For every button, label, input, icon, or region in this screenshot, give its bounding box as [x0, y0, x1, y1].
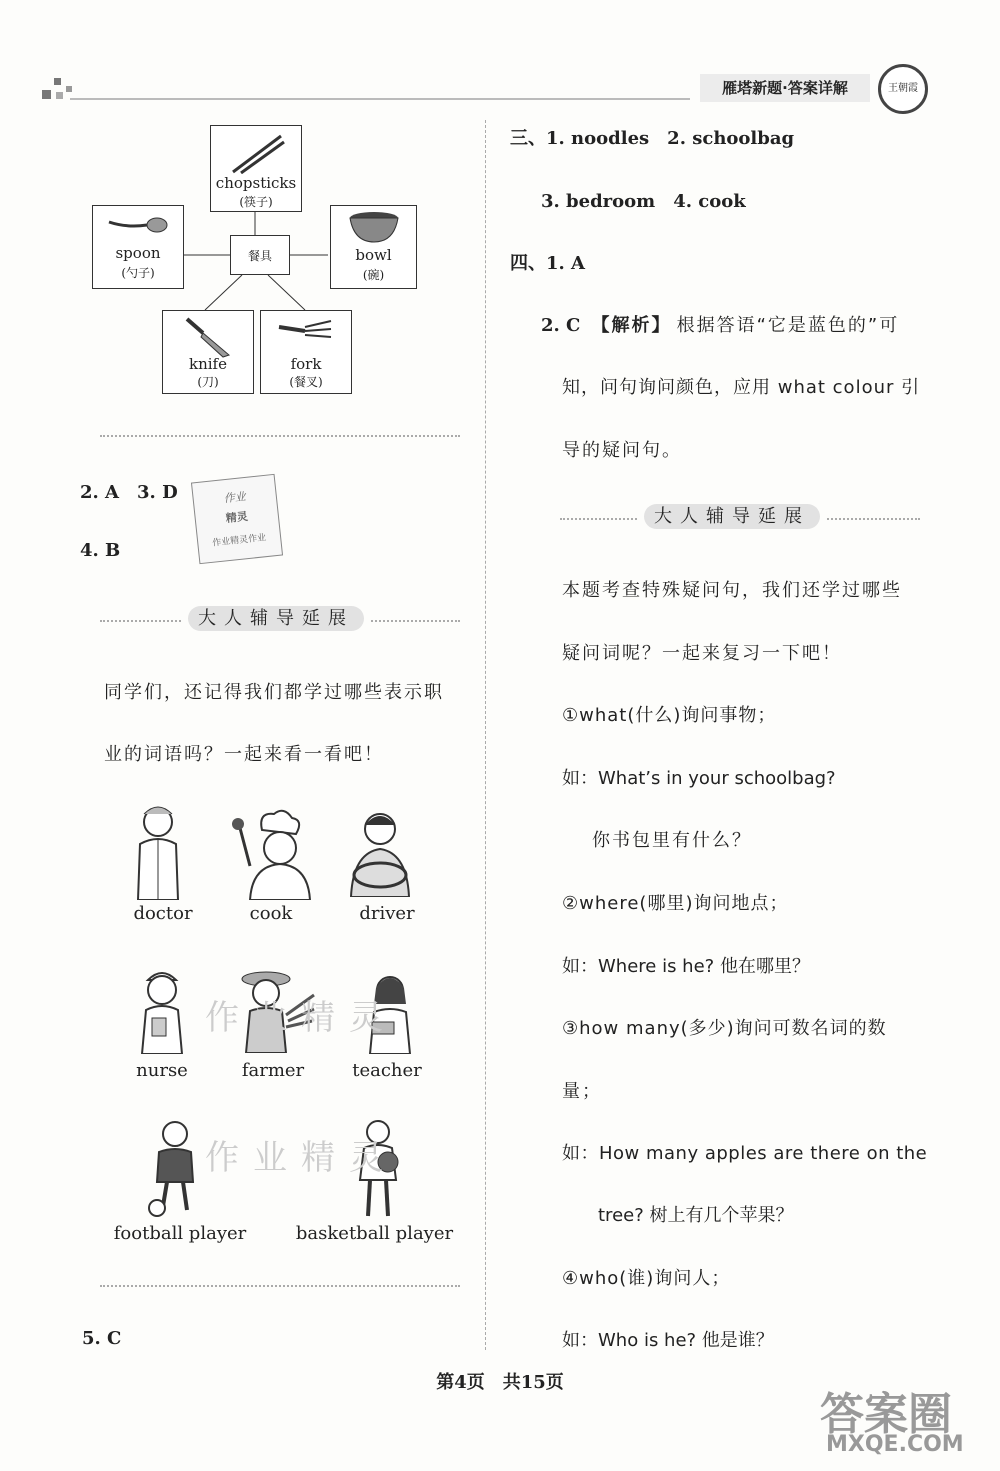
diagram-item-en: spoon — [115, 244, 161, 262]
answer-num: 2. C — [541, 315, 581, 336]
section-3-line-1: 三、1. noodles 2. schoolbag — [510, 128, 795, 149]
diagram-item-en: bowl — [355, 246, 392, 264]
fork-icon — [275, 317, 335, 347]
analysis-tag: 【解析】 — [591, 315, 672, 336]
analysis-text-1: 根据答语“它是蓝色的”可 — [676, 315, 900, 336]
diagram-item-knife — [162, 310, 254, 394]
right-line-3: ①what(什么)询问事物； — [562, 705, 777, 726]
occupation-doctor: doctor — [133, 903, 193, 924]
diagram-item-fork — [260, 310, 352, 394]
left-section-title: 大人辅导延展 — [188, 606, 364, 631]
diagram-item-zh: (碗) — [362, 268, 385, 282]
answer-4: 4. B — [80, 540, 121, 561]
left-section-title-wrap — [182, 604, 370, 630]
right-line-5: 你书包里有什么？ — [592, 830, 752, 851]
nurse-icon — [132, 962, 192, 1054]
occupation-farmer: farmer — [241, 1060, 305, 1081]
occupation-basketball-player: basketball player — [295, 1223, 454, 1244]
stamp-text-1: 作业 — [223, 490, 247, 506]
stamp-text-3: 作业精灵作业 — [211, 533, 267, 549]
occupation-driver: driver — [359, 903, 415, 924]
diagram-item-zh: (勺子) — [121, 266, 155, 280]
watermark-1: 作业精灵 — [205, 998, 397, 1038]
right-line-11: tree? 树上有几个苹果？ — [598, 1205, 794, 1226]
cook-icon — [228, 808, 312, 900]
right-line-9: 量； — [562, 1081, 602, 1102]
watermark-2: 作业精灵 — [205, 1138, 397, 1178]
diagram-center — [230, 235, 290, 275]
doctor-icon — [128, 800, 188, 900]
right-line-13: 如：Who is he? 他是谁？ — [562, 1330, 774, 1351]
section-3-line-2: 3. bedroom 4. cook — [541, 191, 746, 212]
header-title: 雁塔新题·答案详解 — [700, 74, 870, 102]
occupation-cook: cook — [249, 903, 293, 924]
right-line-7: 如：Where is he? 他在哪里？ — [562, 956, 810, 977]
driver-icon — [345, 805, 415, 897]
diagram-item-en: knife — [189, 355, 227, 373]
section-4-line-1: 四、1. A — [510, 253, 586, 274]
right-line-6: ②where(哪里)询问地点； — [562, 893, 789, 914]
page-footer: 第4页 共15页 — [436, 1372, 564, 1393]
occupation-nurse: nurse — [136, 1060, 188, 1081]
football-player-icon — [145, 1118, 205, 1218]
corner-square-3 — [56, 92, 63, 99]
right-line-10: 如：How many apples are there on the — [562, 1143, 928, 1164]
diagram-item-spoon — [92, 205, 184, 289]
watermark-3: 答案圈 — [820, 1389, 952, 1440]
diagram-item-en: fork — [290, 355, 322, 373]
analysis-text-2: 知，问句询问颜色，应用 what colour 引 — [562, 377, 921, 398]
stamp-logo — [191, 474, 283, 564]
publisher-badge: 王朝霞 — [878, 64, 928, 114]
occupation-football-player: football player — [113, 1223, 247, 1244]
left-para-line-2: 业的词语吗？一起来看一看吧！ — [104, 744, 384, 765]
knife-icon — [183, 315, 233, 359]
section-4-item-2 — [541, 311, 899, 337]
watermark-4: MXQE.COM — [826, 1432, 964, 1457]
right-line-12: ④who(谁)询问人； — [562, 1268, 731, 1289]
diagram-item-bowl — [330, 205, 417, 289]
diagram-item-zh: (筷子) — [239, 195, 273, 209]
right-line-2: 疑问词呢？一起来复习一下吧！ — [562, 643, 842, 664]
chopsticks-icon — [229, 132, 285, 174]
right-line-4: 如：What’s in your schoolbag? — [562, 768, 836, 789]
corner-square-4 — [66, 86, 72, 92]
right-section-title-wrap — [638, 502, 826, 528]
corner-square-2 — [54, 78, 61, 85]
diagram-item-en: chopsticks — [215, 174, 297, 192]
diagram-item-zh: (刀) — [197, 375, 219, 389]
analysis-text-3: 导的疑问句。 — [562, 440, 682, 461]
header-rule — [70, 98, 690, 100]
diagram-item-zh: (餐叉) — [289, 375, 323, 389]
occupation-teacher: teacher — [352, 1060, 422, 1081]
column-divider — [485, 120, 486, 1350]
answer-2-3: 2. A 3. D — [80, 482, 178, 503]
left-divider-1 — [100, 435, 460, 437]
right-line-1: 本题考查特殊疑问句，我们还学过哪些 — [562, 580, 902, 601]
corner-square-1 — [42, 90, 51, 99]
diagram-item-chopsticks — [210, 125, 302, 212]
diagram-center-label: 餐具 — [247, 249, 272, 263]
answer-5: 5. C — [82, 1328, 122, 1349]
stamp-text-2: 精灵 — [225, 509, 249, 526]
bowl-icon — [348, 210, 400, 246]
right-line-8: ③how many(多少)询问可数名词的数 — [562, 1018, 887, 1039]
spoon-icon — [107, 212, 169, 238]
left-divider-2 — [100, 1285, 460, 1287]
right-section-title: 大人辅导延展 — [644, 504, 820, 529]
left-para-line-1: 同学们，还记得我们都学过哪些表示职 — [104, 682, 444, 703]
